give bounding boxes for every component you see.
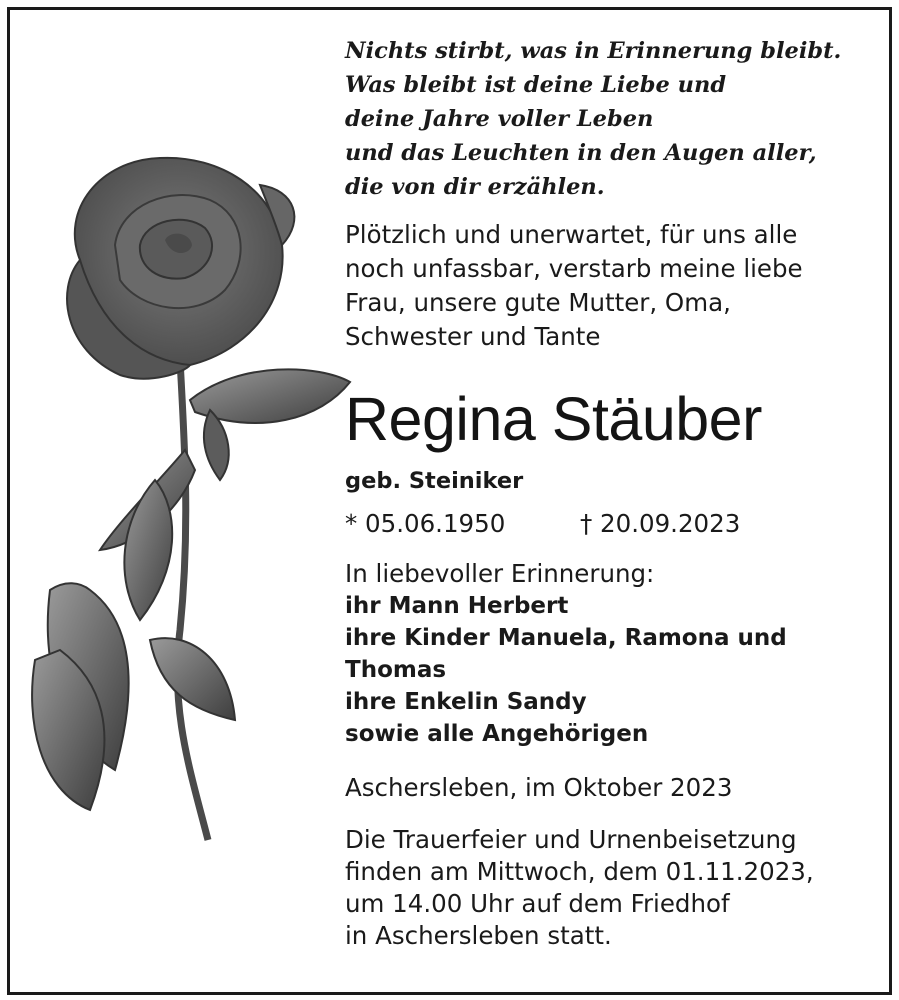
mourner-line: ihre Kinder Manuela, Ramona und: [345, 625, 787, 651]
funeral-ceremony-info: Die Trauerfeier und Urnenbeisetzung finden am Mittwoch, dem 01.11.2023, um 14.00 Uhr auf dem Friedhof in Aschersleben statt.: [345, 825, 814, 950]
death-date: † 20.09.2023: [580, 509, 741, 538]
mourner-line: ihr Mann Herbert: [345, 593, 569, 619]
birth-date: * 05.06.1950: [345, 509, 506, 538]
memorial-motto: Nichts stirbt, was in Erinnerung bleibt. Was bleibt ist deine Liebe und deine Jahre voller Leben und das Leuchten in den Augen aller, die von dir erzählen.: [345, 38, 842, 200]
deceased-name: Regina Stäuber: [345, 385, 762, 453]
mourner-line: Thomas: [345, 657, 447, 683]
life-dates: [345, 508, 875, 540]
maiden-name: geb. Steiniker: [345, 468, 524, 494]
mourner-line: ihre Enkelin Sandy: [345, 689, 587, 715]
rose-icon: [20, 150, 360, 850]
mourner-line: sowie alle Angehörigen: [345, 721, 649, 747]
obituary-text: [345, 34, 875, 952]
remembrance-heading: In liebevoller Erinnerung:: [345, 559, 655, 588]
mourners-list: [345, 590, 875, 750]
place-and-date: Aschersleben, im Oktober 2023: [345, 773, 733, 802]
announcement-intro: Plötzlich und unerwartet, für uns alle noch unfassbar, verstarb meine liebe Frau, unsere gute Mutter, Oma, Schwester und Tante: [345, 220, 803, 351]
